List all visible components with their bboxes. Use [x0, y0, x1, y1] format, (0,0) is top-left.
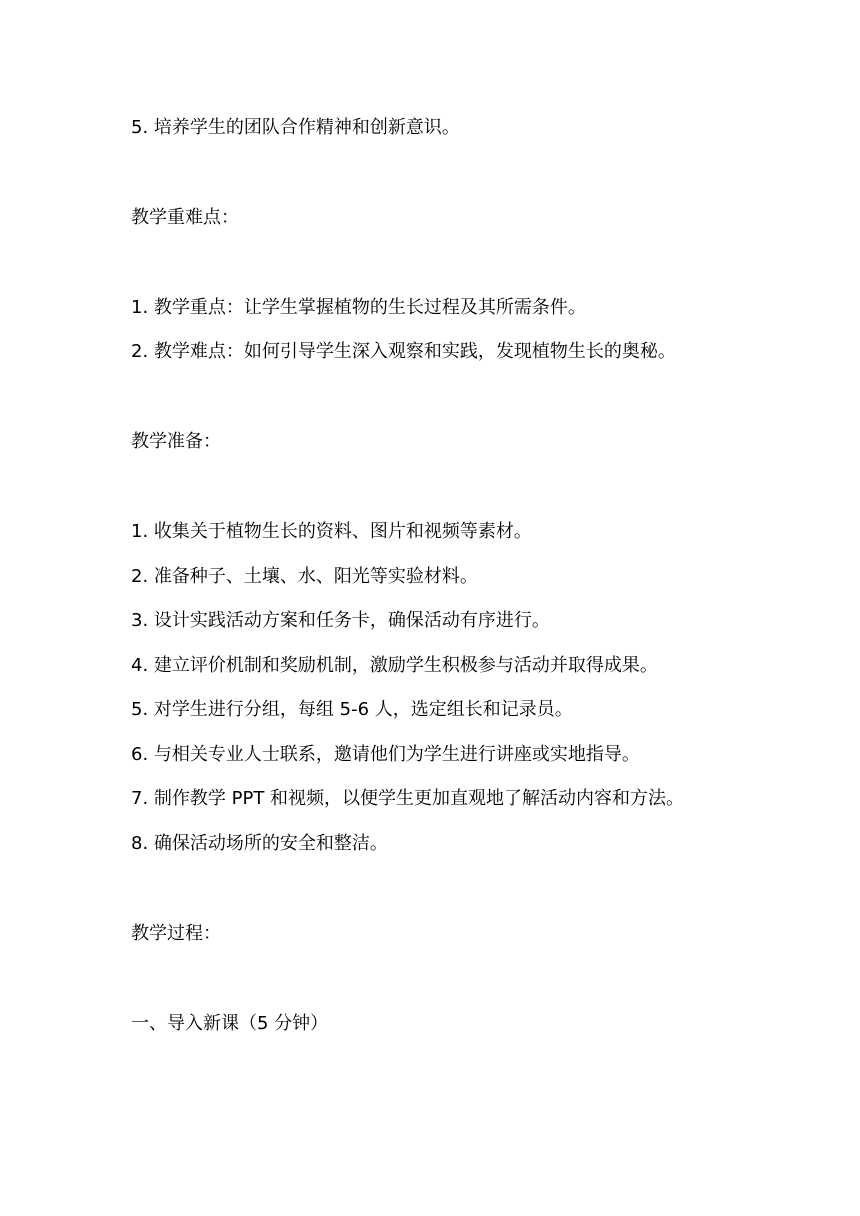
heading-key-points: 教学重难点：: [131, 207, 239, 228]
objective-item-5: 5. 培养学生的团队合作精神和创新意识。: [131, 117, 460, 138]
preparation-item-3: 3. 设计实践活动方案和任务卡，确保活动有序进行。: [131, 610, 550, 631]
preparation-item-7: 7. 制作教学 PPT 和视频，以便学生更加直观地了解活动内容和方法。: [131, 788, 685, 809]
preparation-item-5: 5. 对学生进行分组，每组 5-6 人，选定组长和记录员。: [131, 699, 573, 720]
heading-preparation: 教学准备：: [131, 431, 221, 452]
section-intro-new-lesson: 一、导入新课（5 分钟）: [131, 1013, 329, 1034]
key-point-item-1: 1. 教学重点：让学生掌握植物的生长过程及其所需条件。: [131, 297, 586, 318]
preparation-item-2: 2. 准备种子、土壤、水、阳光等实验材料。: [131, 566, 478, 587]
preparation-item-1: 1. 收集关于植物生长的资料、图片和视频等素材。: [131, 521, 532, 542]
preparation-item-8: 8. 确保活动场所的安全和整洁。: [131, 833, 388, 854]
preparation-item-6: 6. 与相关专业人士联系，邀请他们为学生进行讲座或实地指导。: [131, 744, 640, 765]
preparation-item-4: 4. 建立评价机制和奖励机制，激励学生积极参与活动并取得成果。: [131, 655, 658, 676]
key-point-item-2: 2. 教学难点：如何引导学生深入观察和实践，发现植物生长的奥秘。: [131, 341, 676, 362]
heading-process: 教学过程：: [131, 923, 221, 944]
